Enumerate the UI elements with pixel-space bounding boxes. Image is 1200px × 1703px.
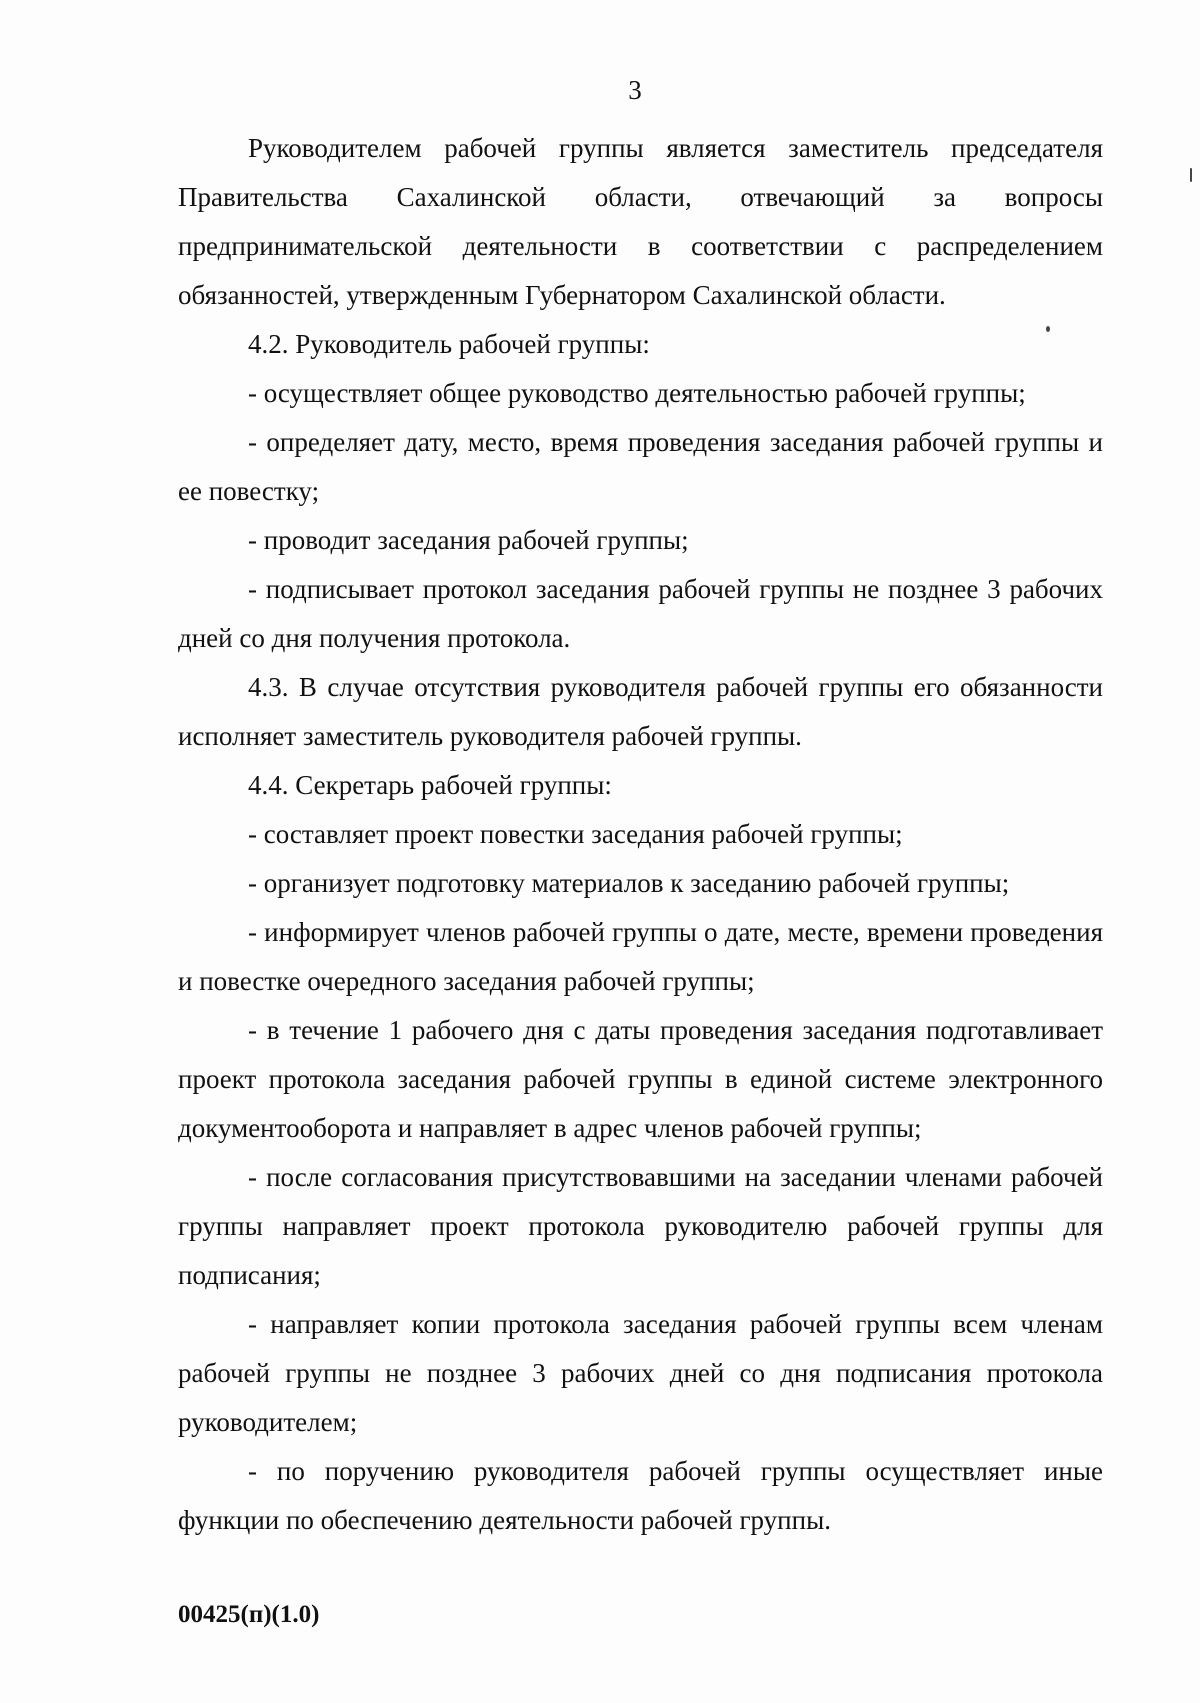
list-item: - информирует членов рабочей группы о дате, месте, времени проведения и повестке очередного заседания рабочей группы;: [178, 917, 1103, 996]
page-number: 3: [628, 75, 642, 105]
list-item: - проводит заседания рабочей группы;: [248, 525, 689, 555]
list-item: - по поручению руководителя рабочей группы осуществляет иные функции по обеспечению деятельности рабочей группы.: [178, 1456, 1103, 1535]
list-item: - организует подготовку материалов к заседанию рабочей группы;: [248, 868, 1010, 898]
list-item: - направляет копии протокола заседания рабочей группы всем членам рабочей группы не позднее 3 рабочих дней со дня подписания протокола руководителем;: [178, 1309, 1103, 1437]
scan-speck: [1046, 326, 1050, 332]
list-item: - после согласования присутствовавшими на заседании членами рабочей группы направляет проект протокола руководителю рабочей группы для подписания;: [178, 1162, 1103, 1290]
document-body: [178, 124, 1103, 1545]
list-item: - определяет дату, место, время проведения заседания рабочей группы и ее повестку;: [178, 427, 1103, 506]
list-item: - подписывает протокол заседания рабочей группы не позднее 3 рабочих дней со дня получения протокола.: [178, 574, 1103, 653]
list-item: - в течение 1 рабочего дня с даты проведения заседания подготавливает проект протокола заседания рабочей группы в единой системе электронного документооборота и направляет в адрес членов рабочей группы;: [178, 1015, 1103, 1143]
document-code: 00425(п)(1.0): [178, 1601, 320, 1628]
paragraph-head-of-group: Руководителем рабочей группы является заместитель председателя Правительства Сахалинской области, отвечающий за вопросы предпринимательской деятельности в соответствии с распределением обязанностей, утвержденным Губернатором Сахалинской области.: [178, 133, 1103, 310]
paragraph-4-3: 4.3. В случае отсутствия руководителя рабочей группы его обязанности исполняет заместитель руководителя рабочей группы.: [178, 672, 1103, 751]
list-item: - составляет проект повестки заседания рабочей группы;: [248, 819, 903, 849]
list-item: - осуществляет общее руководство деятельностью рабочей группы;: [248, 378, 1026, 408]
paragraph-4-2-heading: 4.2. Руководитель рабочей группы:: [248, 329, 650, 359]
scan-speck: [1190, 168, 1192, 182]
paragraph-4-4-heading: 4.4. Секретарь рабочей группы:: [248, 770, 612, 800]
